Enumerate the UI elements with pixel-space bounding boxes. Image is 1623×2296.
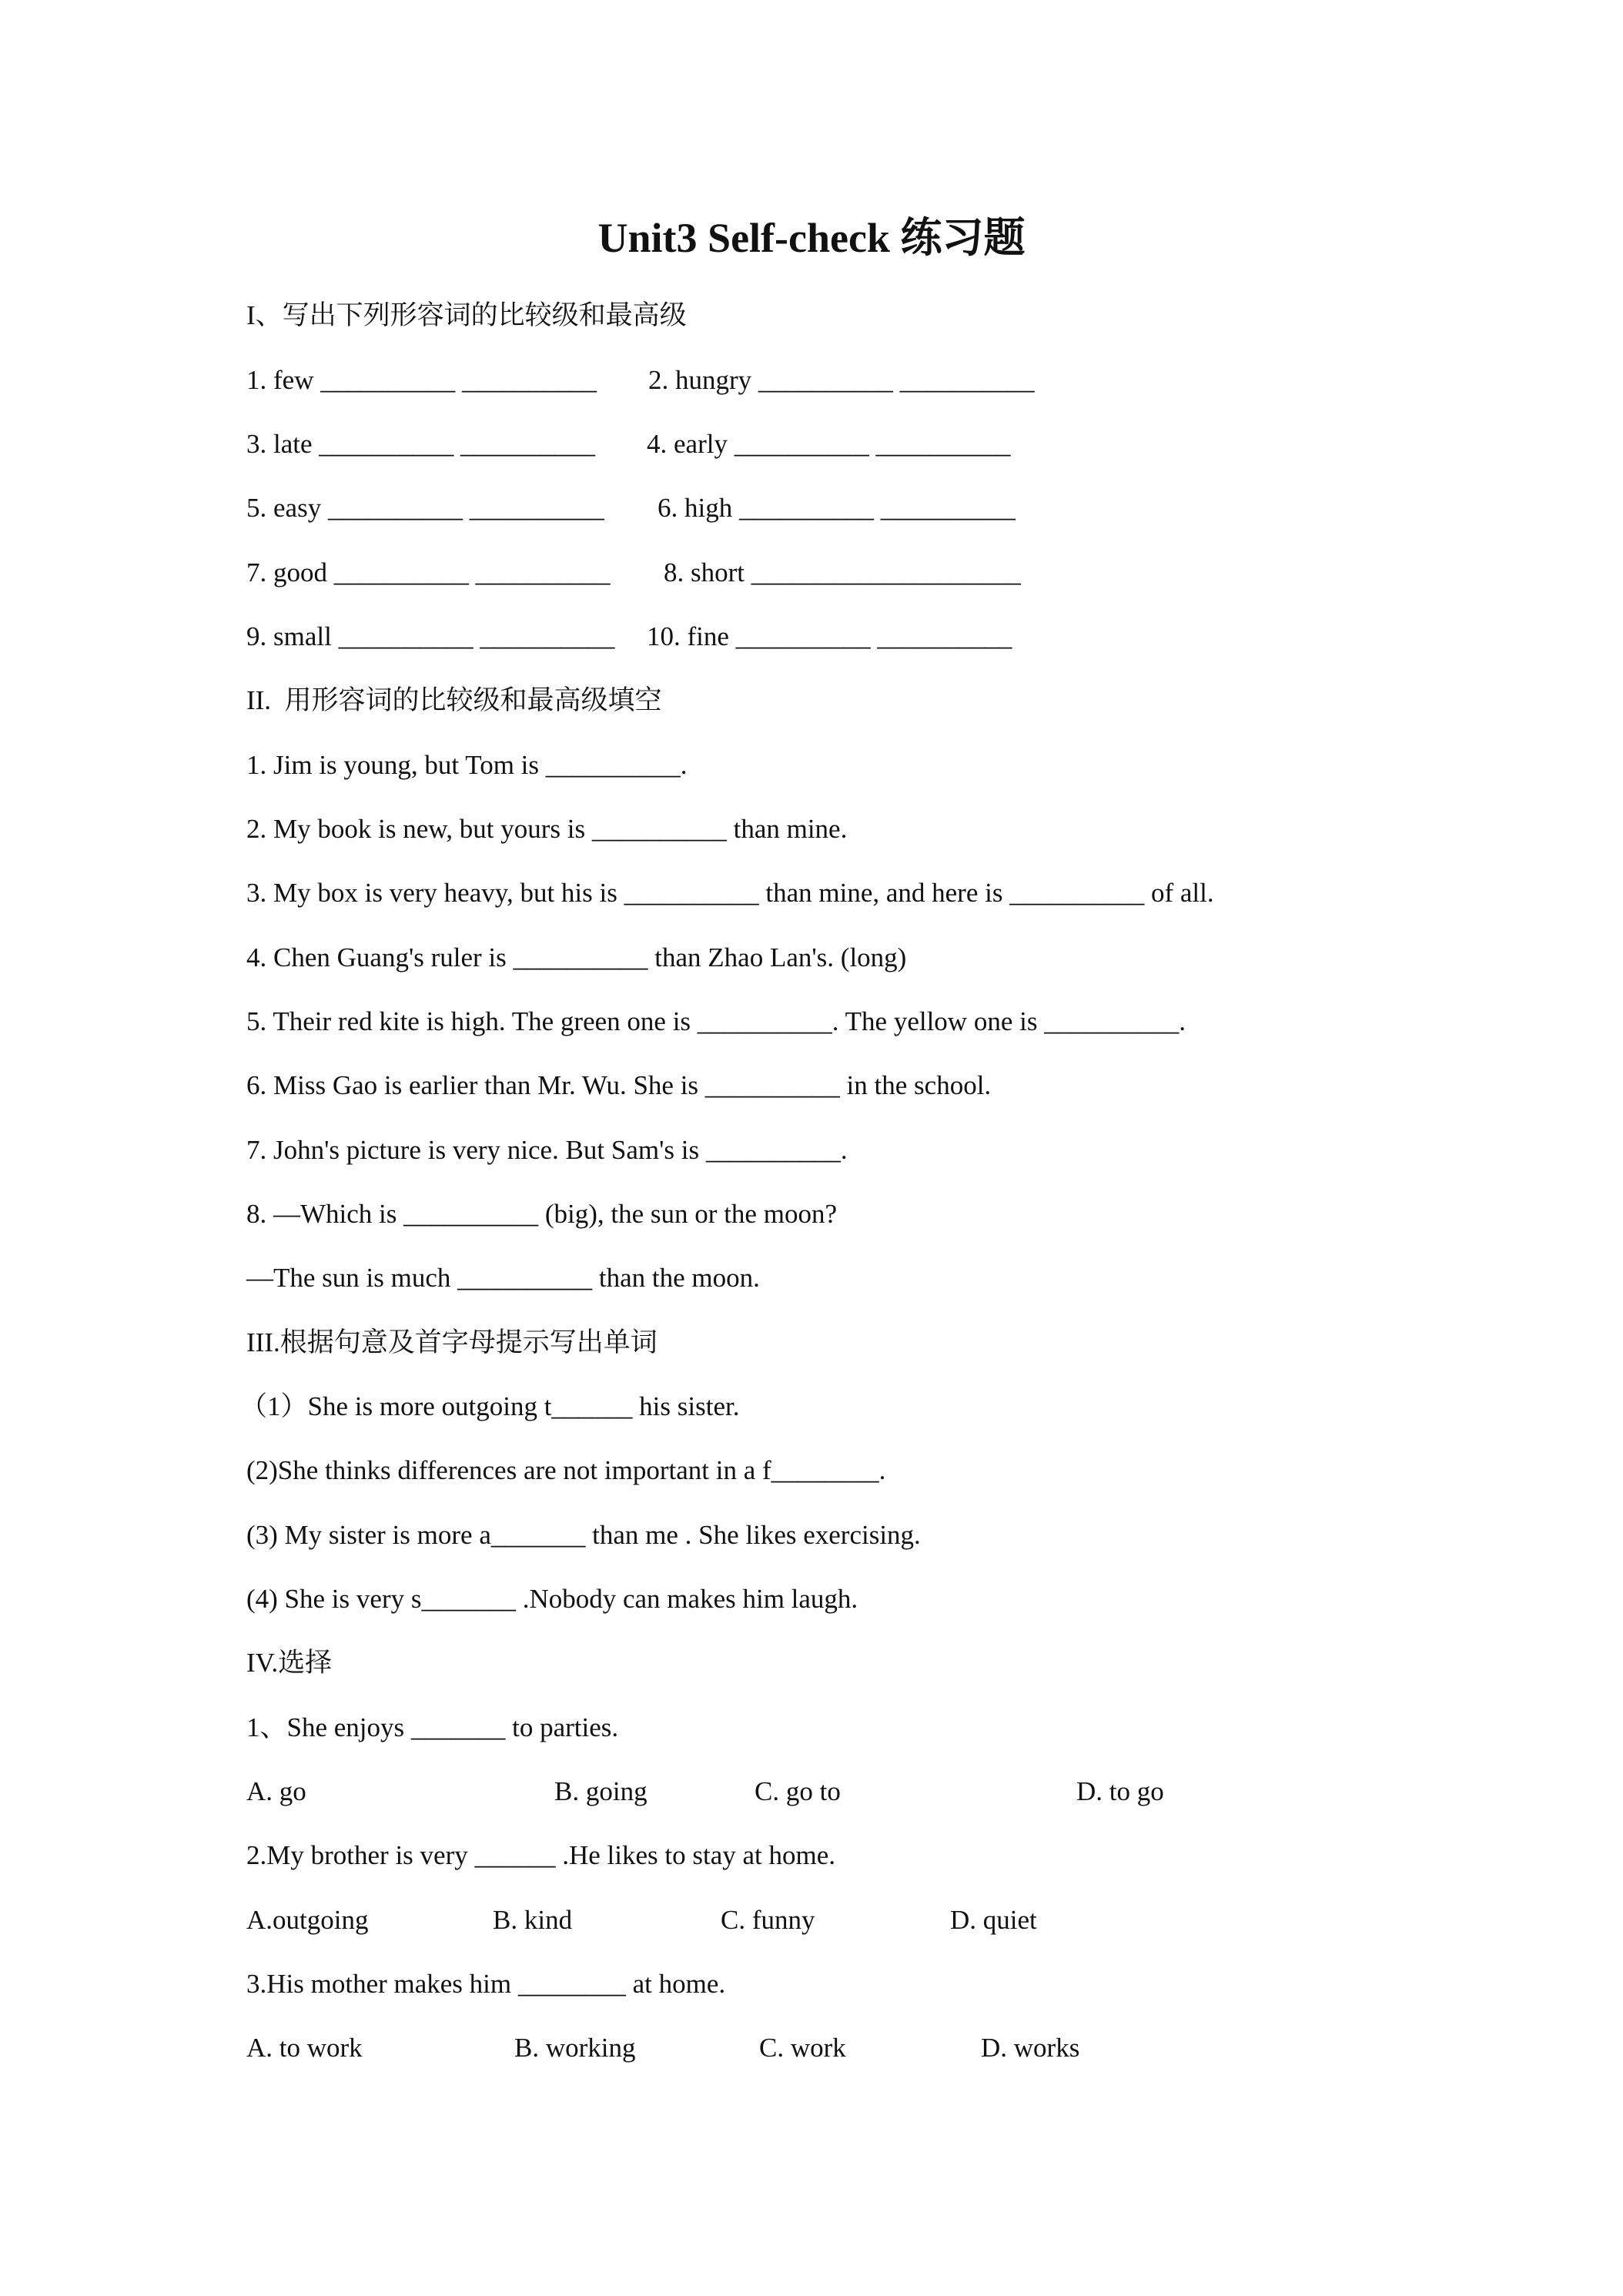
option-b: B. going bbox=[554, 1776, 648, 1806]
vocab-item-1: 1. few __________ __________ bbox=[246, 365, 597, 395]
fill-in-item: 4. Chen Guang's ruler is __________ than Zhao Lan's. (long) bbox=[246, 942, 907, 972]
option-a: A. to work bbox=[246, 2033, 363, 2063]
vocab-item-2: 2. hungry __________ __________ bbox=[648, 365, 1035, 395]
section-2-heading: II. 用形容词的比较级和最高级填空 bbox=[246, 685, 662, 715]
option-a: A. go bbox=[246, 1776, 306, 1806]
option-d: D. works bbox=[981, 2033, 1080, 2063]
fill-in-item: 1. Jim is young, but Tom is __________. bbox=[246, 750, 688, 780]
initial-letter-item: (4) She is very s_______ .Nobody can makes him laugh. bbox=[246, 1584, 858, 1614]
vocab-item-10: 10. fine __________ __________ bbox=[647, 621, 1012, 651]
choice-question-stem: 1、She enjoys _______ to parties. bbox=[246, 1712, 619, 1742]
vocab-item-4: 4. early __________ __________ bbox=[647, 429, 1011, 459]
fill-in-item: 2. My book is new, but yours is __________ than mine. bbox=[246, 814, 848, 844]
initial-letter-item: (2)She thinks differences are not important in a f________. bbox=[246, 1455, 886, 1485]
option-d: D. quiet bbox=[950, 1905, 1037, 1935]
option-d: D. to go bbox=[1076, 1776, 1164, 1806]
vocab-item-7: 7. good __________ __________ bbox=[246, 557, 611, 587]
fill-in-item: 6. Miss Gao is earlier than Mr. Wu. She is __________ in the school. bbox=[246, 1070, 992, 1100]
choice-options bbox=[246, 2030, 1401, 2251]
vocab-item-3: 3. late __________ __________ bbox=[246, 429, 596, 459]
option-b: B. kind bbox=[493, 1905, 573, 1935]
fill-in-item: 8. —Which is __________ (big), the sun or the moon? bbox=[246, 1199, 837, 1229]
vocab-item-6: 6. high __________ __________ bbox=[658, 493, 1016, 523]
option-a: A.outgoing bbox=[246, 1905, 369, 1935]
vocab-item-5: 5. easy __________ __________ bbox=[246, 493, 604, 523]
choice-question-stem: 3.His mother makes him ________ at home. bbox=[246, 1969, 726, 1999]
section-3-heading: III.根据句意及首字母提示写出单词 bbox=[246, 1327, 658, 1357]
fill-in-item: 5. Their red kite is high. The green one is __________. The yellow one is __________. bbox=[246, 1006, 1186, 1036]
option-c: C. work bbox=[759, 2033, 846, 2063]
fill-in-item: —The sun is much __________ than the moon. bbox=[246, 1263, 760, 1293]
option-c: C. funny bbox=[721, 1905, 815, 1935]
fill-in-item: 3. My box is very heavy, but his is __________ than mine, and here is __________ of all. bbox=[246, 878, 1214, 908]
initial-letter-item: （1）She is more outgoing t______ his sister. bbox=[240, 1391, 740, 1421]
option-c: C. go to bbox=[755, 1776, 841, 1806]
section-1-heading: I、写出下列形容词的比较级和最高级 bbox=[246, 300, 687, 330]
choice-question-stem: 2.My brother is very ______ .He likes to stay at home. bbox=[246, 1840, 836, 1870]
page-title: Unit3 Self-check 练习题 bbox=[597, 215, 1026, 261]
initial-letter-item: (3) My sister is more a_______ than me . She likes exercising. bbox=[246, 1520, 921, 1550]
fill-in-item: 7. John's picture is very nice. But Sam's is __________. bbox=[246, 1135, 848, 1165]
vocab-item-9: 9. small __________ __________ bbox=[246, 621, 615, 651]
section-4-heading: IV.选择 bbox=[246, 1648, 333, 1678]
option-b: B. working bbox=[514, 2033, 636, 2063]
vocab-item-8: 8. short ____________________ bbox=[664, 557, 1021, 587]
